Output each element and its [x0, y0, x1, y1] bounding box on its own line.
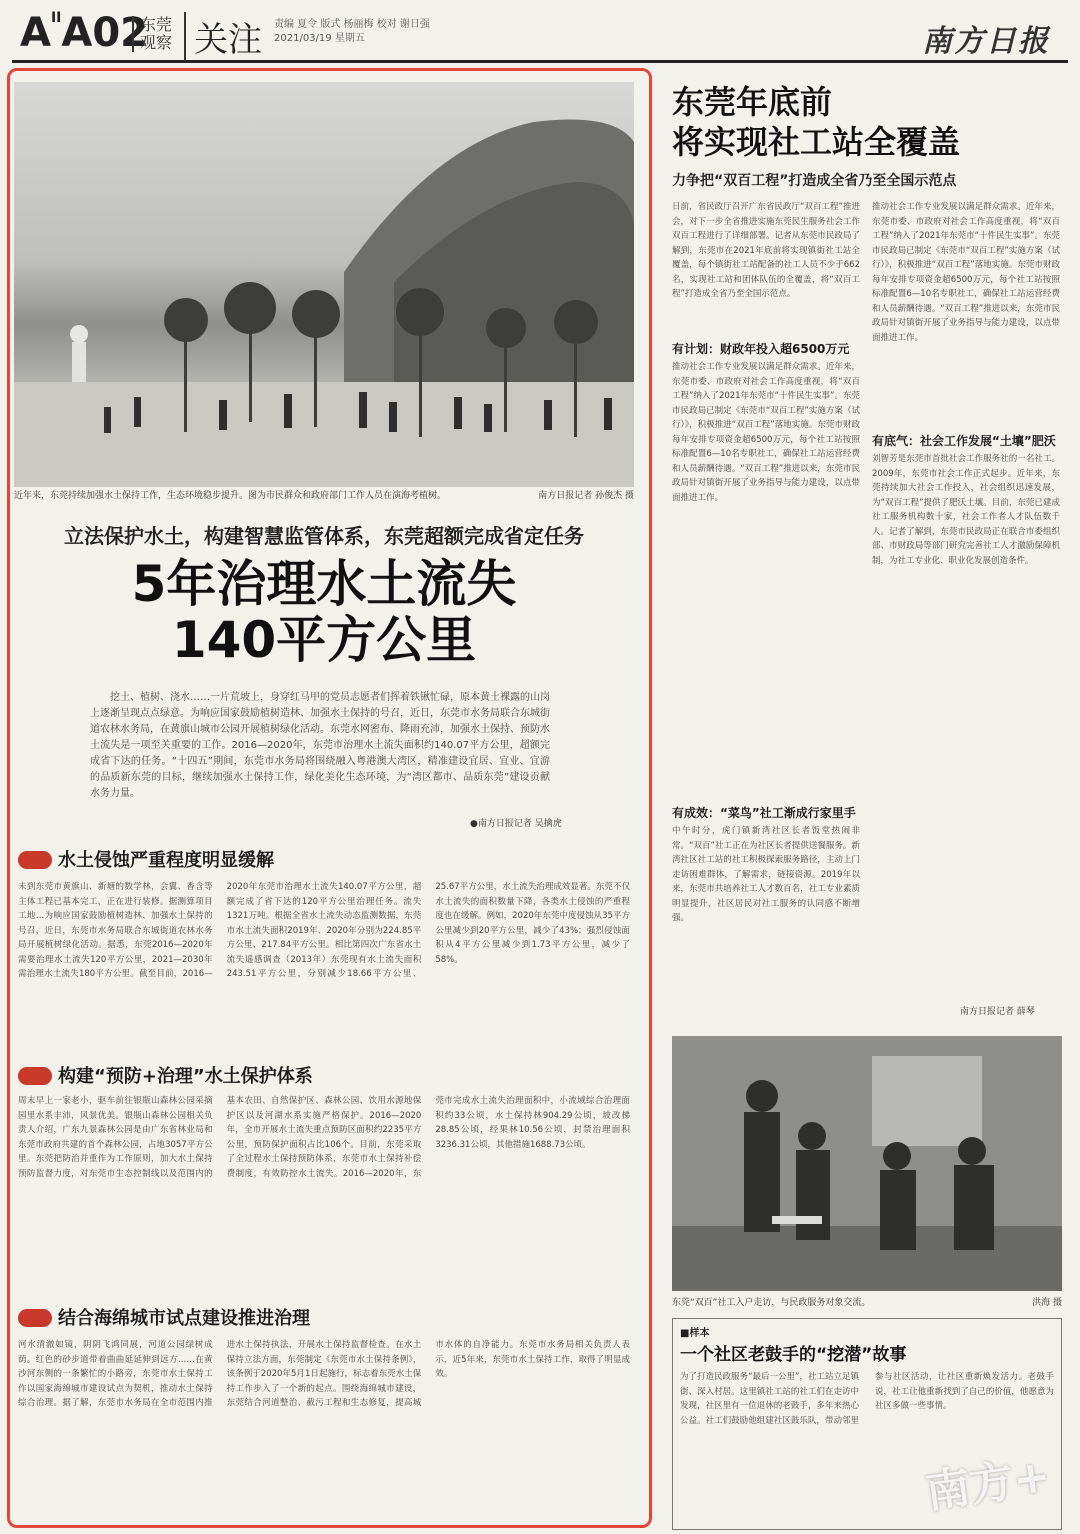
subhead-3-text: 结合海绵城市试点建设推进治理	[58, 1308, 310, 1329]
subhead-1-text: 水土侵蚀严重程度明显缓解	[58, 850, 274, 871]
section-2-body: 周末早上一家老小，驱车前往银瓶山森林公园采摘园里水系丰沛，风景优美。银瓶山森林公园相关负责人介绍，广东九景森林公园是由广东省林业局和东莞市政府共建的首个森林公园，占地3057平方公里。东莞把防治并重作为工作原则，加大水土保持预防监督力度，对东莞市生态控制线以及范围内的基本农田、自然保护区、森林公园、饮用水源地保护区以及河湖水系实施严格保护。2016—2020年，全市开展水土流失重点预防区面积约2235平方公里，预防保护面积占比106个。目前，东莞采取了全过程水土保持预防体系，东莞市水土保持补偿费制度，有效防控水土流失。2016—2020年，东莞市完成水土流失治理面积中，小流域综合治理面积约33公顷，水土保持林904.29公顷，坡改梯28.85公顷，经果林10.56公顷，封禁治理面积3236.31公顷，其他措施1688.73公顷。	[18, 1096, 630, 1179]
section-tag: 东莞 观察	[132, 16, 176, 52]
page-number: $A^{II}A02$	[20, 10, 149, 56]
subhead-1	[18, 846, 274, 872]
side-intro: 日前，省民政厅召开广东省民政厅“双百工程”推进会，对下一步全省推进实施东莞民生服务社会工作双百工程进行了详细部署。记者从东莞市民政局了解到，东莞市在2021年底前将实现镇街社工站全覆盖，每个镇街社工站配备的社工人员不少于662名，实现社工站和团体队伍的全覆盖，将“双百工程”打造成全省乃至全国示范点。	[672, 202, 860, 299]
section-1-body: 未到东莞市黄旗山、新塘的数学林，会翼、香含等主体工程已基本完工，正在进行装修。据测算项目工地…为响应国家鼓励植树造林、加强水土保持的号召，近日，东莞市水务局联合东城街道农林水务局开展植树绿化活动。据悉，东莞2016—2020年需要治理水土流失120平方公里，2021—2030年需治理水土流失180平方公里。截至目前，2016—2020年东莞市治理水土流失140.07平方公里，超额完成了省下达的120平方公里治理任务。流失1321万吨。根据全省水土流失动态监测数据，东莞市水土流失面积2019年、2020年分别为224.85平方公里、217.84平方公里。相比第四次广东省水土流失遥感调查（2013年）东莞现有水土流失面积243.51平方公里，分别减少18.66平方公里、25.67平方公里，水土流失治理成效显著。东莞不仅水土流失的面积数量下降，各类水土侵蚀的严重程度也在缓解。例如，2020年东莞中度侵蚀从35平方公里减少到20平方公里，减少了43%；强烈侵蚀面积从4平方公里减少到1.73平方公里，减少了58%。	[18, 882, 630, 979]
side-subhead-1: 有计划：财政年投入超6500万元	[672, 342, 850, 356]
side-body-2: 中午时分，虎门镇新湾社区长者饭堂热闹非常。“双百”社工正在为社区长者提供送餐服务。新湾社区社工站的社工积极探索服务路径，主动上门走访困难群体，了解需求，链接资源。2019年以来，东莞市共培养社工人才数百名，社工专业素质明显提升，社区居民对社工服务的认同感不断增强。	[672, 826, 860, 923]
edit-info: 责编 夏令 版式 杨丽梅 校对 谢日强 2021/03/19 星期五	[274, 19, 430, 44]
side-headline-line-2: 将实现社工站全覆盖	[672, 123, 961, 161]
article-headline	[14, 556, 634, 668]
social-worker-illustration	[672, 1036, 1062, 1291]
tree-planting-photo	[14, 82, 634, 487]
section-3-body: 河水清澈如镜，阴阴飞鸿同展，河道公园绿树成荫。红色的砂步道带着曲曲延延伸到远方……在黄沙河东侧的一条繁忙的小路旁，东莞市水土保持工作以国家海绵城市建设试点为契机，推动水土保持综合治理。据了解，东莞市水务局在全市范围内推进水土保持执法，开展水土保持监督检查。在水土保持立法方面，东莞制定《东莞市水土保持条例》，该条例于2020年5月1日起施行，标志着东莞水土保持工作步入了一个新的起点。围绕海绵城市建设，东莞结合河道整治、截污工程和生态修复，提高城市水体的自净能力。东莞市水务局相关负责人表示，近5年来，东莞市水土保持工作，取得了明显成效。	[18, 1340, 630, 1408]
side-headline-line-1: 东莞年底前	[672, 83, 833, 121]
side-deck: 力争把“双百工程”打造成全省乃至全国示范点	[672, 173, 957, 189]
side-headline	[672, 82, 1062, 162]
sample-box-label: ■样本	[680, 1328, 710, 1339]
subhead-2-text: 构建“预防+治理”水土保护体系	[58, 1066, 313, 1087]
article-kicker: 立法保护水土，构建智慧监管体系，东莞超额完成省定任务	[64, 524, 584, 548]
side-photo-credit: 洪海 摄	[1032, 1298, 1062, 1308]
side-byline: 南方日报记者 薛琴	[960, 1007, 1035, 1017]
masthead	[12, 8, 1068, 63]
photo-credit: 南方日报记者 孙俊杰 摄	[538, 491, 634, 501]
newspaper-logo: 南方日报	[922, 24, 1050, 59]
caption-text: 近年来，东莞持续加强水土保持工作，生态环境稳步提升。图为市民群众和政府部门工作人员在演海考植树。	[14, 491, 447, 501]
subhead-3	[18, 1304, 310, 1330]
social-worker-photo	[672, 1036, 1062, 1291]
side-caption-text: 东莞“双百”社工入户走访，与民政服务对象交流。	[672, 1298, 871, 1308]
section-title: 关注	[184, 12, 262, 61]
sample-box-title: 一个社区老鼓手的“挖潜”故事	[680, 1345, 907, 1365]
sample-box-body: 为了打造民政服务“最后一公里”，社工站立足镇街、深入村居。这里镇社工站的社工们在走访中发现，社区里有一位退休的老鼓手，多年来热心公益。社工们鼓励他组建社区鼓乐队，带动邻里参与社区活动，让社区重新焕发活力。老鼓手说，社工让他重新找到了自己的价值，他愿意为社区多做一些事情。	[680, 1372, 1054, 1426]
app-watermark: 南方+	[922, 1450, 1054, 1519]
article-byline: ●南方日报记者 吴擒虎	[470, 819, 562, 829]
section-badge-icon	[18, 1067, 52, 1085]
tree-planting-illustration	[14, 82, 634, 487]
side-body-3: 刘智芳是东莞市首批社会工作服务社的一名社工。2009年，东莞市社会工作正式起步。近年来，东莞持续加大社会工作投入，社会组织迅速发展，为“双百工程”提供了肥沃土壤。目前，东莞已建成社工服务机构数十家，社会工作者人才队伍数千人。记者了解到，东莞市民政局正在联合市委组织部、市财政局等部门研究完善社工人才激励保障机制，为社工专业化、职业化发展创造条件。	[872, 454, 1060, 566]
subhead-2	[18, 1062, 313, 1088]
side-subhead-2: 有成效：“菜鸟”社工渐成行家里手	[672, 806, 856, 820]
section-badge-icon	[18, 851, 52, 869]
side-body-1b: 推动社会工作专业发展以满足群众需求。近年来，东莞市委、市政府对社会工作高度重视，将“双百工程”纳入了2021年东莞市“十件民生实事”。东莞市民政局已制定《东莞市“双百工程”实施方案（试行）》，积极推进“双百工程”落地实施。东莞市财政每年安排专项资金超6500万元，每个社工站按照标准配置6—10名专职社工，确保社工站运营经费和人员薪酬待遇。“双百工程”推进以来，东莞市民政局针对镇街开展了业务指导与能力建设，以点带面推进工作。	[872, 202, 1060, 343]
side-photo-caption	[672, 1295, 1062, 1308]
article-lead: 挖土、植树、浇水……一片荒坡上，身穿红马甲的党员志愿者们挥着铁锹忙碌，原本黄土裸露的山岗上逐渐呈现点点绿意。为响应国家鼓励植树造林、加强水土保持的号召，近日，东莞市水务局联合东城街道农林水务局，在黄旗山城市公园开展植树绿化活动。东莞水网密布、降雨充沛，加强水土保持、预防水土流失是一项至关重要的工作。2016—2020年，东莞市治理水土流失面积约140.07平方公里，超额完成省下达的任务。“十四五”期间，东莞市水务局将围绕融入粤港澳大湾区，精准建设宜居、宜业、宜游的品质新东莞的目标，继续加强水土保持工作，绿化美化生态环境，为“湾区都市、品质东莞”建设贡献水务力量。	[90, 692, 550, 799]
headline-line-1: 5年治理水土流失	[131, 555, 517, 613]
side-body-1: 推动社会工作专业发展以满足群众需求。近年来，东莞市委、市政府对社会工作高度重视，将“双百工程”纳入了2021年东莞市“十件民生实事”。东莞市民政局已制定《东莞市“双百工程”实施方案（试行）》，积极推进“双百工程”落地实施。东莞市财政每年安排专项资金超6500万元，每个社工站按照标准配置6—10名专职社工，确保社工站运营经费和人员薪酬待遇。“双百工程”推进以来，东莞市民政局针对镇街开展了业务指导与能力建设，以点带面推进工作。	[672, 362, 860, 503]
headline-line-2: 140平方公里	[171, 611, 477, 669]
photo-caption	[14, 488, 634, 501]
side-subhead-3: 有底气：社会工作发展“土壤”肥沃	[872, 434, 1056, 448]
section-badge-icon	[18, 1309, 52, 1327]
